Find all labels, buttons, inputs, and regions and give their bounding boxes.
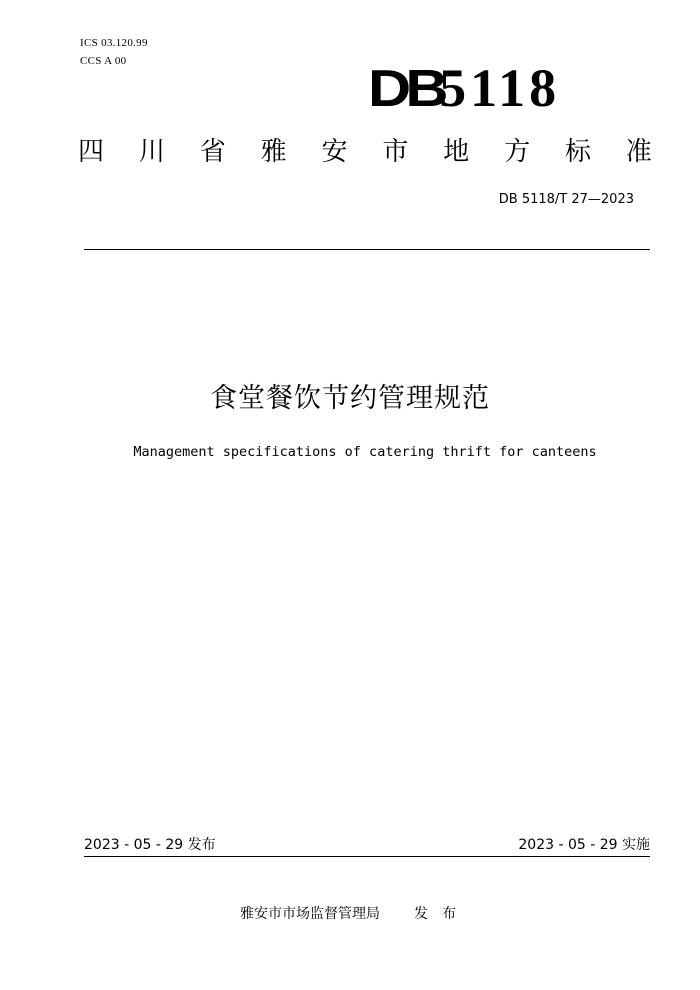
standard-type-char: 四 xyxy=(78,137,105,167)
standard-type-heading xyxy=(78,134,652,170)
standard-type-char: 准 xyxy=(625,137,652,167)
ics-code: ICS 03.120.99 xyxy=(80,37,148,49)
issuing-authority xyxy=(240,904,470,924)
issuer-verb: 发布 xyxy=(414,906,470,922)
header-divider xyxy=(84,249,650,250)
standard-type-char: 市 xyxy=(382,137,409,167)
issue-date: 2023 - 05 - 29 发布 xyxy=(84,837,216,853)
standard-number: DB 5118/T 27—2023 xyxy=(498,192,634,207)
standard-type-char: 地 xyxy=(443,137,470,167)
standard-type-char: 川 xyxy=(138,137,165,167)
document-title-chinese: 食堂餐饮节约管理规范 xyxy=(210,383,490,414)
footer-divider xyxy=(84,856,650,857)
ccs-code: CCS A 00 xyxy=(80,55,127,67)
document-title-english: Management specifications of catering thrift for canteens xyxy=(133,444,597,460)
standard-type-char: 标 xyxy=(565,137,592,167)
classification-codes xyxy=(80,34,148,70)
issuer-name: 雅安市市场监督管理局 xyxy=(240,906,380,922)
standard-type-char: 安 xyxy=(321,137,348,167)
standard-type-char: 省 xyxy=(199,137,226,167)
db-logo xyxy=(368,56,600,120)
standard-type-char: 雅 xyxy=(260,137,287,167)
implementation-date: 2023 - 05 - 29 实施 xyxy=(518,837,650,853)
standard-type-char: 方 xyxy=(504,137,531,167)
db-logo-number: 5118 xyxy=(439,58,561,118)
db-logo-prefix: DB xyxy=(368,60,443,118)
